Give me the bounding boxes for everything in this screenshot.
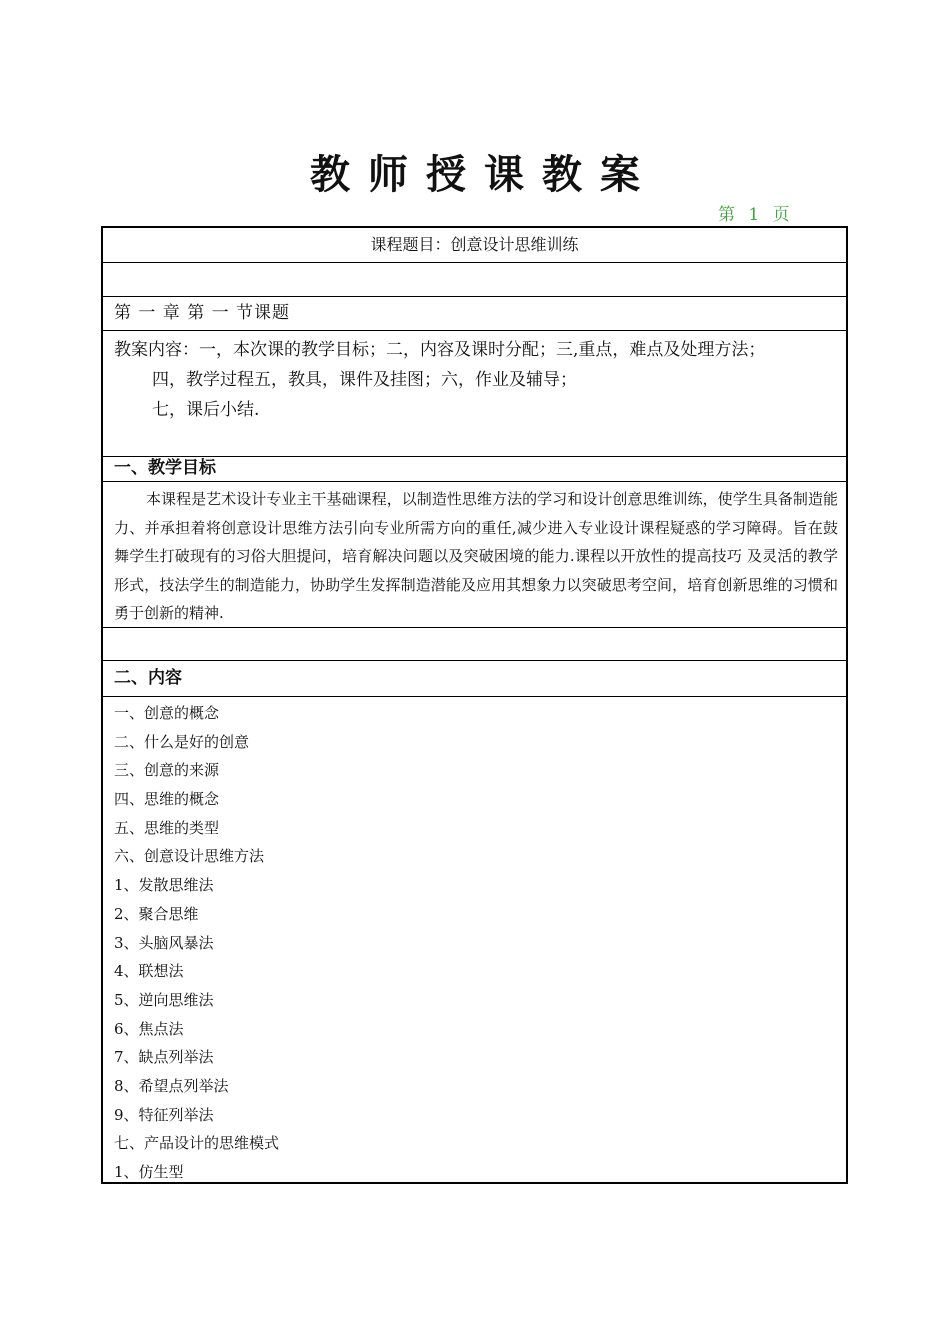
list-item: 五、思维的类型 — [114, 818, 220, 837]
list-item: 六、创意设计思维方法 — [114, 847, 265, 866]
section-heading — [103, 661, 846, 697]
teaching-goals-heading: 一、教学目标 — [114, 458, 216, 478]
list-item: 三、创意的来源 — [114, 761, 220, 780]
chapter-row — [103, 297, 846, 331]
list-item: 3、头脑风暴法 — [114, 933, 214, 952]
section-heading — [103, 457, 846, 482]
list-item: 6、焦点法 — [114, 1019, 184, 1038]
list-item: 一、创意的概念 — [114, 704, 220, 722]
list-item: 9、特征列举法 — [114, 1105, 214, 1124]
blank-row — [103, 263, 846, 297]
course-title-row — [103, 228, 846, 263]
document-title: 教师授课教案 — [310, 152, 658, 198]
chapter-title: 第 一 章 第 一 节课题 — [114, 303, 291, 323]
plan-line: 七，课后小结. — [152, 400, 260, 420]
list-item: 1、仿生型 — [114, 1163, 184, 1181]
list-item: 七、产品设计的思维模式 — [114, 1134, 280, 1153]
plan-content-row — [103, 331, 846, 457]
list-item: 二、什么是好的创意 — [114, 732, 250, 751]
blank-row — [103, 628, 846, 661]
list-item: 8、希望点列举法 — [114, 1076, 229, 1095]
course-title: 课程题目：创意设计思维训练 — [370, 235, 579, 254]
list-item: 1、发散思维法 — [114, 876, 214, 895]
plan-line: 教案内容：一，本次课的教学目标；二，内容及课时分配；三,重点，难点及处理方法； — [114, 340, 766, 360]
content-list — [103, 697, 846, 1182]
list-item: 2、聚合思维 — [114, 904, 199, 923]
lesson-plan-table — [101, 226, 848, 1184]
page-number: 第 1 页 — [718, 205, 794, 225]
list-item: 5、逆向思维法 — [114, 990, 214, 1009]
content-heading: 二、内容 — [114, 668, 182, 688]
list-item: 四、思维的概念 — [114, 790, 220, 809]
list-item: 7、缺点列举法 — [114, 1048, 214, 1067]
plan-line: 四，教学过程五，教具，课件及挂图；六，作业及辅导； — [152, 370, 577, 390]
teaching-goals-text: 本课程是艺术设计专业主干基础课程，以制造性思维方法的学习和设计创意思维训练，使学生具备制造能力、并承担着将创意设计思维方法引向专业所需方向的重任,减少进入专业设计课程疑惑的学习障碍。旨在鼓舞学生打破现有的习俗大胆提问，培育解决问题以及突破困境的能力.课程以开放性的提高技巧 及灵活的教学形式，技法学生的制造能力，协助学生发挥制造潜能及应用其想象力以突破思考空间，培育创新思维的习惯和勇于创新的精神. — [103, 482, 846, 628]
list-item: 4、联想法 — [114, 962, 184, 981]
